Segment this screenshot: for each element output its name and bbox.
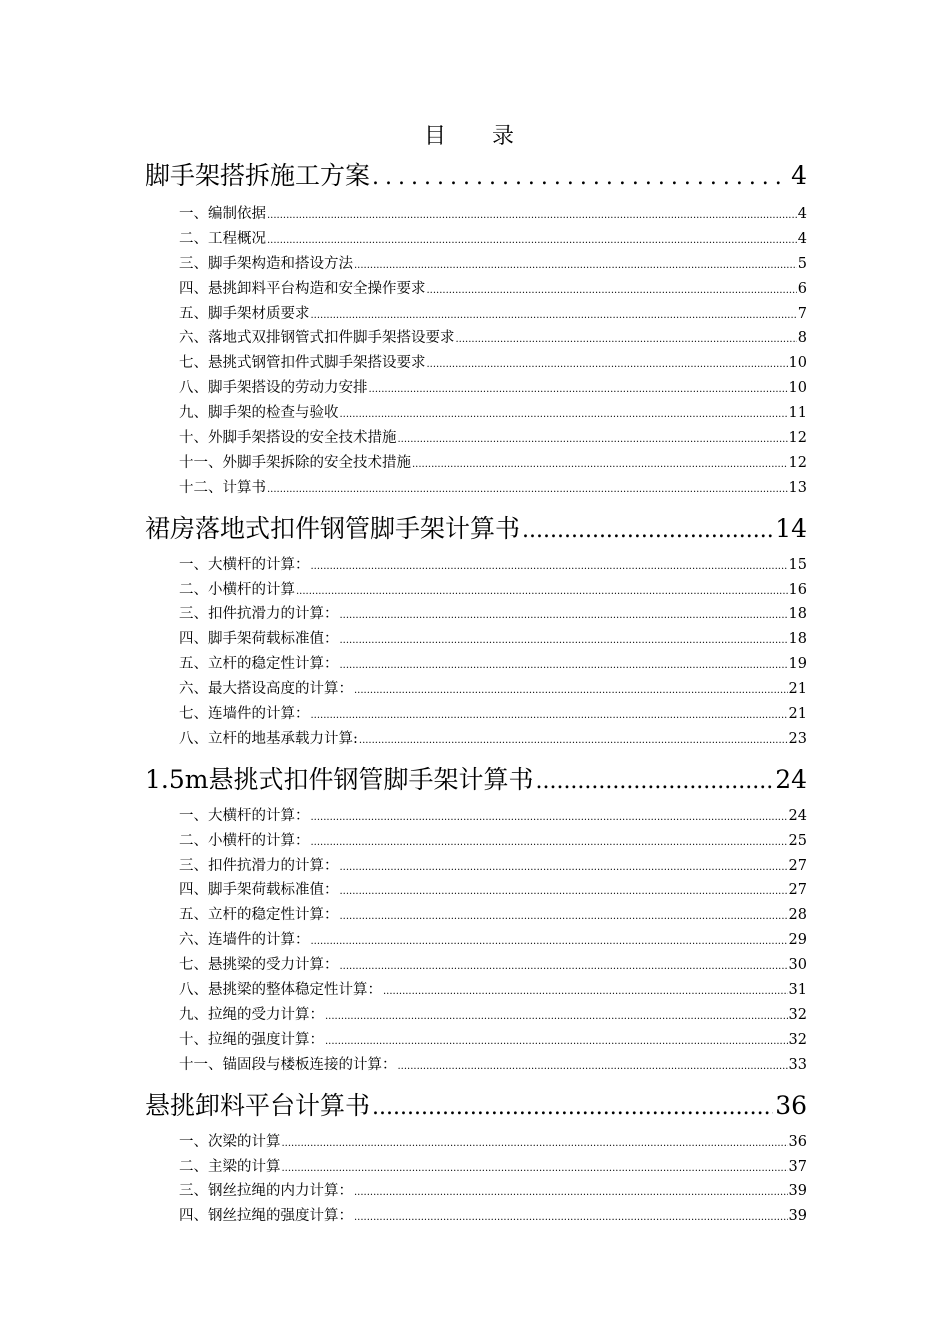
toc-item-label: 二、主梁的计算 <box>179 1158 281 1175</box>
toc-item-page: 15 <box>788 556 807 573</box>
toc-item-label: 十一、锚固段与楼板连接的计算： <box>179 1056 397 1073</box>
toc-item[interactable] <box>179 1028 807 1053</box>
toc-item-label: 七、悬挑式钢管扣件式脚手架搭设要求 <box>179 355 426 372</box>
toc-item[interactable] <box>179 702 807 727</box>
toc-item[interactable] <box>179 302 807 327</box>
toc-item-page: 30 <box>788 957 807 974</box>
toc-leader-dots <box>412 453 788 478</box>
toc-item-page: 27 <box>788 857 807 874</box>
toc-item-page: 37 <box>788 1158 807 1175</box>
toc-leader-dots <box>311 930 788 955</box>
toc-leader-dots <box>325 1005 788 1030</box>
toc-item-list <box>145 804 807 1078</box>
toc-leader-dots <box>427 279 797 304</box>
toc-item[interactable] <box>179 878 807 903</box>
toc-leader-dots <box>340 604 788 629</box>
toc-item[interactable] <box>179 451 807 476</box>
toc-leader-dots <box>535 762 773 802</box>
toc-leader-dots <box>372 1088 773 1128</box>
toc-item-page: 24 <box>788 807 807 824</box>
toc-item[interactable] <box>179 854 807 879</box>
toc-leader-dots <box>282 1157 788 1182</box>
toc-item-label: 一、编制依据 <box>179 206 266 222</box>
toc-item[interactable] <box>179 903 807 928</box>
toc-item-label: 一、次梁的计算 <box>179 1133 281 1150</box>
toc-item[interactable] <box>179 401 807 426</box>
toc-item-label: 九、拉绳的受力计算： <box>179 1006 324 1023</box>
toc-item-page: 27 <box>788 882 807 899</box>
toc-item-page: 16 <box>788 581 807 598</box>
toc-item-label: 四、脚手架荷载标准值： <box>179 631 339 648</box>
toc-item-page: 11 <box>788 405 807 422</box>
toc-leader-dots <box>354 679 788 704</box>
toc-item[interactable] <box>179 953 807 978</box>
toc-item-page: 12 <box>788 454 807 471</box>
toc-section-title: 悬挑卸料平台计算书 <box>145 1090 371 1120</box>
toc-item[interactable] <box>179 252 807 277</box>
toc-item-label: 五、脚手架材质要求 <box>179 305 310 322</box>
toc-leader-dots <box>383 980 788 1005</box>
toc-item-page: 8 <box>797 330 807 347</box>
toc-item[interactable] <box>179 978 807 1003</box>
toc-item-page: 6 <box>797 280 807 297</box>
toc-leader-dots <box>398 428 788 453</box>
toc-item-label: 十一、外脚手架拆除的安全技术措施 <box>179 454 411 471</box>
toc-item-label: 三、扣件抗滑力的计算： <box>179 857 339 874</box>
toc-section-title: 脚手架搭拆施工方案 <box>145 161 371 190</box>
toc-item-label: 一、大横杆的计算： <box>179 556 310 573</box>
toc-item-page: 32 <box>788 1031 807 1048</box>
toc-item-label: 二、小横杆的计算 <box>179 581 295 598</box>
toc-item-page: 12 <box>788 430 807 447</box>
toc-leader-dots <box>340 403 788 428</box>
toc-item-label: 七、悬挑梁的受力计算： <box>179 957 339 974</box>
toc-item-page: 21 <box>788 706 807 723</box>
toc-item[interactable] <box>179 326 807 351</box>
toc-leader-dots <box>311 704 788 729</box>
toc-leader-dots <box>340 654 788 679</box>
toc-item-page: 33 <box>788 1056 807 1073</box>
toc-item[interactable] <box>179 578 807 603</box>
toc-leader-dots <box>522 511 773 551</box>
toc-item-label: 六、最大搭设高度的计算： <box>179 681 353 698</box>
toc-leader-dots <box>311 831 788 856</box>
toc-leader-dots <box>369 378 788 403</box>
toc-item[interactable] <box>179 277 807 302</box>
toc-item-page: 4 <box>797 230 807 247</box>
toc-item-page: 4 <box>797 206 807 222</box>
toc-item[interactable] <box>179 829 807 854</box>
toc-item[interactable] <box>179 1179 807 1204</box>
toc-item-list <box>145 1130 807 1230</box>
toc-leader-dots <box>456 328 797 353</box>
toc-item[interactable] <box>179 476 807 501</box>
toc-item[interactable] <box>179 627 807 652</box>
toc-leader-dots <box>311 555 788 580</box>
toc-section-entry[interactable] <box>145 156 807 194</box>
toc-item-page: 5 <box>797 255 807 272</box>
toc-item-label: 十、拉绳的强度计算： <box>179 1031 324 1048</box>
toc-item-page: 10 <box>788 380 807 397</box>
table-of-contents <box>145 156 807 1237</box>
toc-item-page: 31 <box>788 982 807 999</box>
toc-item-label: 十、外脚手架搭设的安全技术措施 <box>179 430 397 447</box>
toc-item-label: 四、悬挑卸料平台构造和安全操作要求 <box>179 280 426 297</box>
toc-item-label: 一、大横杆的计算： <box>179 807 310 824</box>
toc-leader-dots <box>282 1132 788 1157</box>
toc-item-page: 18 <box>788 606 807 623</box>
toc-item[interactable] <box>179 202 807 227</box>
toc-item-label: 五、立杆的稳定性计算： <box>179 907 339 924</box>
toc-item[interactable] <box>179 553 807 578</box>
toc-item-label: 八、悬挑梁的整体稳定性计算： <box>179 982 382 999</box>
toc-leader-dots <box>267 478 788 503</box>
toc-item-page: 18 <box>788 631 807 648</box>
toc-item-page: 28 <box>788 907 807 924</box>
toc-item-label: 八、脚手架搭设的劳动力安排 <box>179 380 368 397</box>
toc-item[interactable] <box>179 727 807 752</box>
toc-item[interactable] <box>179 1204 807 1229</box>
toc-item-page: 10 <box>788 355 807 372</box>
toc-item[interactable] <box>179 1155 807 1180</box>
toc-item-label: 三、扣件抗滑力的计算： <box>179 606 339 623</box>
toc-leader-dots <box>354 1181 788 1206</box>
toc-item-label: 二、工程概况 <box>179 230 266 247</box>
toc-item[interactable] <box>179 1130 807 1155</box>
toc-item[interactable] <box>179 426 807 451</box>
toc-leader-dots <box>340 905 788 930</box>
toc-item-page: 39 <box>788 1208 807 1225</box>
toc-item-label: 三、脚手架构造和搭设方法 <box>179 255 353 272</box>
toc-item[interactable] <box>179 1053 807 1078</box>
toc-leader-dots <box>311 304 797 329</box>
toc-leader-dots <box>354 254 797 279</box>
toc-item-label: 五、立杆的稳定性计算： <box>179 656 339 673</box>
toc-leader-dots <box>296 580 788 605</box>
toc-leader-dots <box>267 229 797 254</box>
toc-item-list <box>145 553 807 752</box>
toc-leader-dots <box>372 158 789 198</box>
toc-leader-dots <box>267 204 797 229</box>
toc-leader-dots <box>427 353 788 378</box>
toc-leader-dots <box>398 1055 788 1080</box>
toc-item-page: 32 <box>788 1006 807 1023</box>
toc-item[interactable] <box>179 652 807 677</box>
toc-item-page: 7 <box>797 305 807 322</box>
toc-item-label: 十二、计算书 <box>179 479 266 496</box>
toc-item-label: 七、连墙件的计算： <box>179 706 310 723</box>
toc-item-label: 六、落地式双排钢管式扣件脚手架搭设要求 <box>179 330 455 347</box>
toc-item-label: 二、小横杆的计算： <box>179 832 310 849</box>
toc-leader-dots <box>311 806 788 831</box>
toc-section-entry[interactable] <box>145 760 807 800</box>
toc-section-page: 36 <box>775 1090 807 1120</box>
toc-leader-dots <box>340 629 788 654</box>
toc-item-list <box>145 202 807 501</box>
toc-item-label: 六、连墙件的计算： <box>179 932 310 949</box>
toc-leader-dots <box>359 729 788 754</box>
toc-item[interactable] <box>179 1003 807 1028</box>
toc-section-title: 1.5m悬挑式扣件钢管脚手架计算书 <box>145 764 534 794</box>
toc-title: 目 录 <box>423 124 526 149</box>
toc-item-page: 36 <box>788 1133 807 1150</box>
toc-item-label: 四、钢丝拉绳的强度计算： <box>179 1208 353 1225</box>
toc-item[interactable] <box>179 376 807 401</box>
toc-section-page: 24 <box>775 764 807 794</box>
toc-leader-dots <box>340 880 788 905</box>
toc-leader-dots <box>340 955 788 980</box>
toc-item-page: 19 <box>788 656 807 673</box>
toc-item[interactable] <box>179 677 807 702</box>
toc-item[interactable] <box>179 602 807 627</box>
toc-section-entry[interactable] <box>145 1086 807 1126</box>
toc-section-page: 14 <box>775 513 807 543</box>
toc-item[interactable] <box>179 227 807 252</box>
toc-leader-dots <box>340 856 788 881</box>
toc-item-page: 21 <box>788 681 807 698</box>
toc-item-page: 23 <box>788 730 807 747</box>
toc-item-label: 九、脚手架的检查与验收 <box>179 405 339 422</box>
toc-item-label: 四、脚手架荷载标准值： <box>179 882 339 899</box>
toc-item[interactable] <box>179 351 807 376</box>
toc-section-title: 裙房落地式扣件钢管脚手架计算书 <box>145 513 521 543</box>
toc-leader-dots <box>354 1206 788 1231</box>
toc-item[interactable] <box>179 928 807 953</box>
toc-item-page: 13 <box>788 479 807 496</box>
toc-item-label: 八、立杆的地基承载力计算: <box>179 730 358 747</box>
toc-item[interactable] <box>179 804 807 829</box>
toc-section-entry[interactable] <box>145 509 807 549</box>
toc-item-page: 25 <box>788 832 807 849</box>
toc-item-label: 三、钢丝拉绳的内力计算： <box>179 1183 353 1200</box>
toc-item-page: 39 <box>788 1183 807 1200</box>
toc-section-page: 4 <box>791 161 807 190</box>
toc-item-page: 29 <box>788 932 807 949</box>
toc-leader-dots <box>325 1030 788 1055</box>
